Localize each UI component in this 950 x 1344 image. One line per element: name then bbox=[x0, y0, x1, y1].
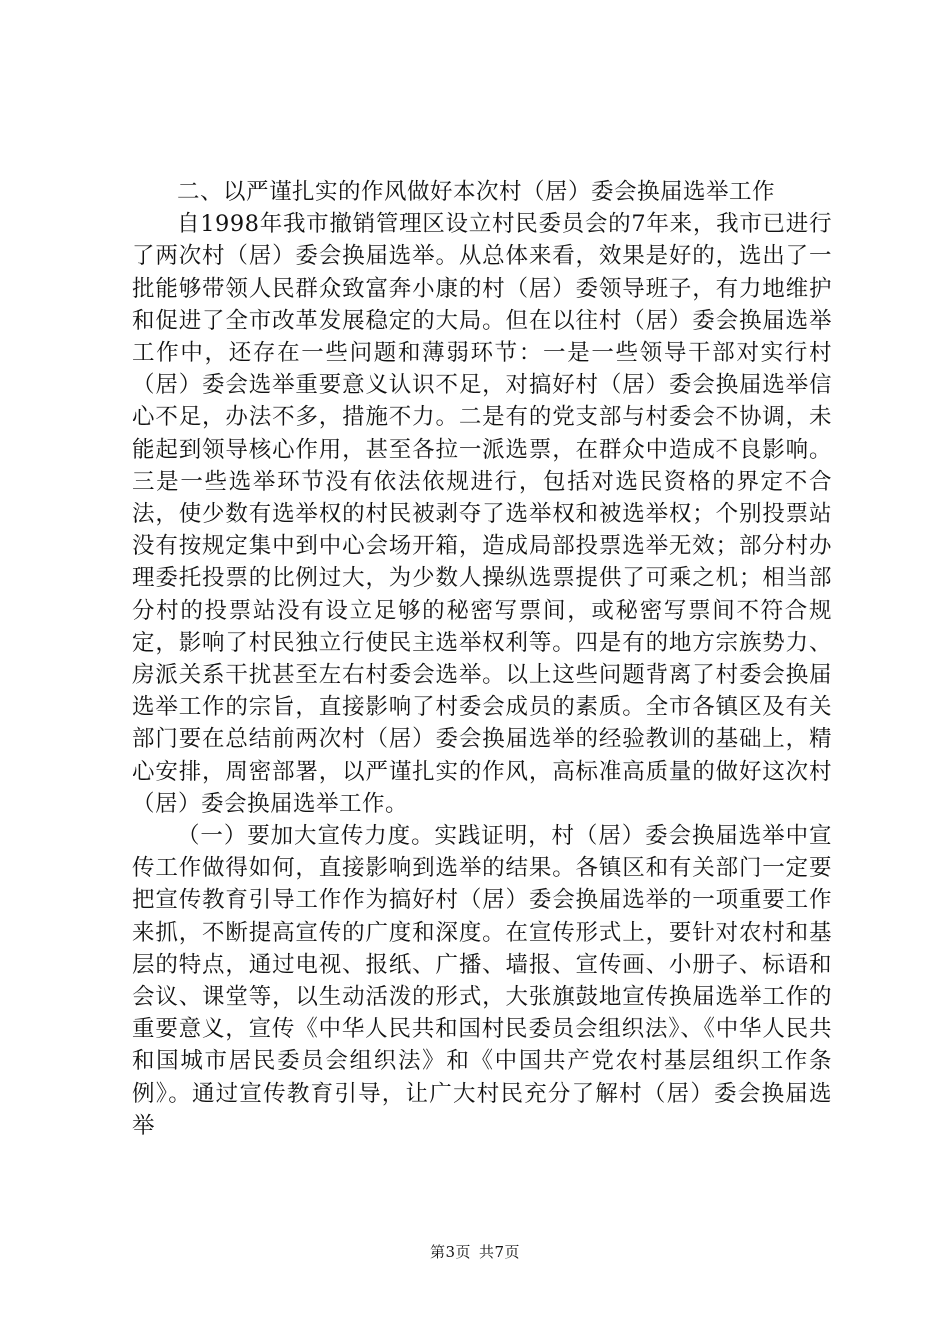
page-total: 共7页 bbox=[479, 1243, 521, 1261]
page-number: 第3页 bbox=[429, 1243, 471, 1261]
section-heading: 二、以严谨扎实的作风做好本次村（居）委会换届选举工作 bbox=[177, 179, 776, 205]
document-body bbox=[132, 176, 832, 1142]
body-paragraph: 自1998年我市撤销管理区设立村民委员会的7年来，我市已进行了两次村（居）委会换届选举。从总体来看，效果是好的，选出了一批能够带领人民群众致富奔小康的村（居）委领导班子，有力地维护和促进了全市改革发展稳定的大局。但在以往村（居）委会换届选举工作中，还存在一些问题和薄弱环节：一是一些领导干部对实行村（居）委会选举重要意义认识不足，对搞好村（居）委会换届选举信心不足，办法不多，措施不力。二是有的党支部与村委会不协调，未能起到领导核心作用，甚至各拉一派选票，在群众中造成不良影响。三是一些选举环节没有依法依规进行，包括对选民资格的界定不合法，使少数有选举权的村民被剥夺了选举权和被选举权；个别投票站没有按规定集中到中心会场开箱，造成局部投票选举无效；部分村办理委托投票的比例过大，为少数人操纵选票提供了可乘之机；相当部分村的投票站没有设立足够的秘密写票间，或秘密写票间不符合规定，影响了村民独立行使民主选举权利等。四是有的地方宗族势力、房派关系干扰甚至左右村委会选举。以上这些问题背离了村委会换届选举工作的宗旨，直接影响了村委会成员的素质。全市各镇区及有关部门要在总结前两次村（居）委会换届选举的经验教训的基础上，精心安排，周密部署，以严谨扎实的作风，高标准高质量的做好这次村（居）委会换届选举工作。 bbox=[132, 211, 832, 817]
body-paragraph: （一）要加大宣传力度。实践证明，村（居）委会换届选举中宣传工作做得如何，直接影响到选举的结果。各镇区和有关部门一定要把宣传教育引导工作作为搞好村（居）委会换届选举的一项重要工作来抓，不断提高宣传的广度和深度。在宣传形式上，要针对农村和基层的特点，通过电视、报纸、广播、墙报、宣传画、小册子、标语和会议、课堂等，以生动活泼的形式，大张旗鼓地宣传换届选举工作的重要意义，宣传《中华人民共和国村民委员会组织法》、《中华人民共和国城市居民委员会组织法》和《中国共产党农村基层组织工作条例》。通过宣传教育引导，让广大村民充分了解村（居）委会换届选举 bbox=[132, 823, 832, 1139]
page-footer bbox=[0, 1242, 950, 1262]
